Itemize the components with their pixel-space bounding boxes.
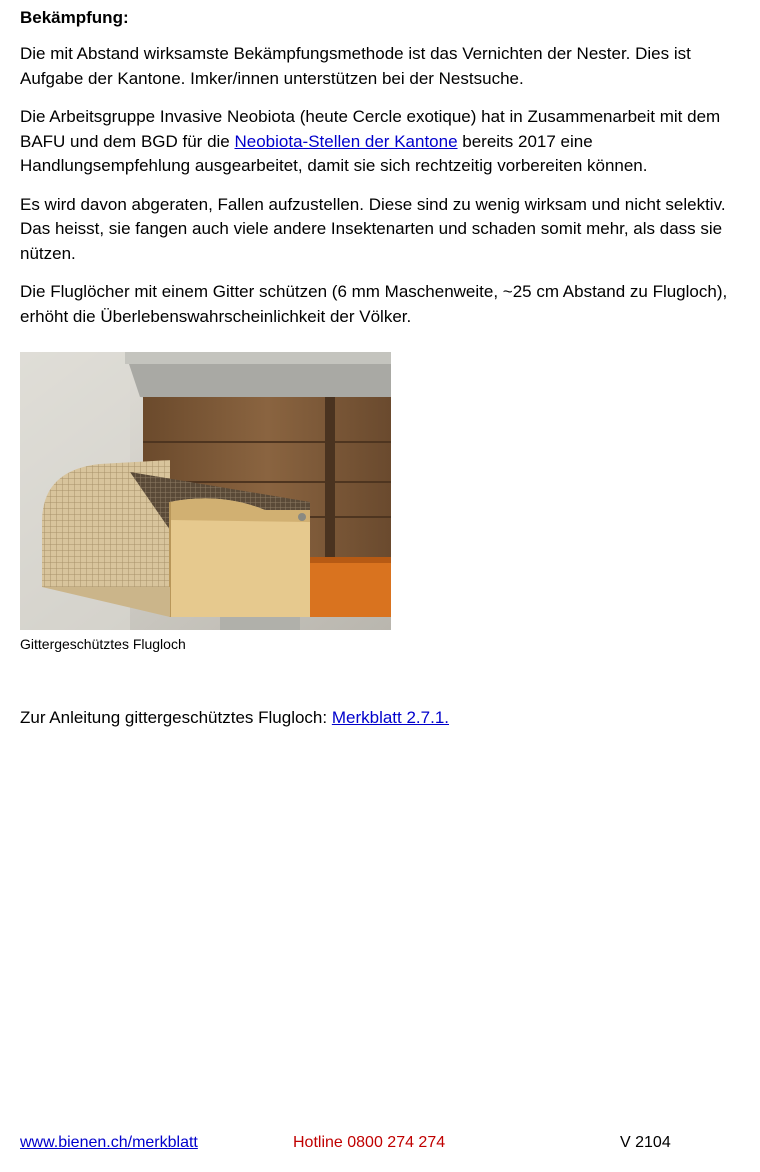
neobiota-stellen-link[interactable]: Neobiota-Stellen der Kantone	[234, 131, 458, 151]
paragraph-text-before: Die Arbeitsgruppe Invasive Neobiota (heute Cercle exotique) hat in Zusammenarbeit mit dem BAFU und dem BGD für die	[20, 107, 721, 151]
section-heading: Bekämpfung:	[20, 8, 129, 27]
anleitung-line	[20, 706, 449, 730]
page-footer	[0, 1131, 760, 1157]
paragraph-arbeitsgruppe	[20, 105, 740, 179]
paragraph-fallen: Es wird davon abgeraten, Fallen aufzustellen. Diese sind zu wenig wirksam und nicht selektiv. Das heisst, sie fangen auch viele andere Insektenarten und schaden somit mehr, als dass sie nützen.	[20, 194, 726, 263]
version-label: V 2104	[620, 1134, 671, 1151]
document-body	[20, 6, 740, 343]
hotline-text: Hotline 0800 274 274	[293, 1134, 446, 1151]
paragraph-text-after: bereits 2017 eine Handlungsempfehlung ausgearbeitet, damit sie sich rechtzeitig vorbereiten können.	[20, 131, 648, 175]
paragraph-gitter: Die Fluglöcher mit einem Gitter schützen (6 mm Maschenweite, ~25 cm Abstand zu Flugloch), erhöht die Überlebenswahrscheinlichkeit der Völker.	[20, 282, 728, 326]
paragraph-nester: Die mit Abstand wirksamste Bekämpfungsmethode ist das Vernichten der Nester. Dies ist Aufgabe der Kantone. Imker/innen unterstützen bei der Nestsuche.	[20, 44, 691, 88]
figure-caption: Gittergeschütztes Flugloch	[20, 636, 186, 652]
beehive-photo	[20, 352, 391, 630]
website-link[interactable]: www.bienen.ch/merkblatt	[20, 1134, 198, 1151]
anleitung-text: Zur Anleitung gittergeschütztes Flugloch:	[20, 708, 332, 727]
merkblatt-link[interactable]: Merkblatt 2.7.1.	[331, 708, 450, 727]
